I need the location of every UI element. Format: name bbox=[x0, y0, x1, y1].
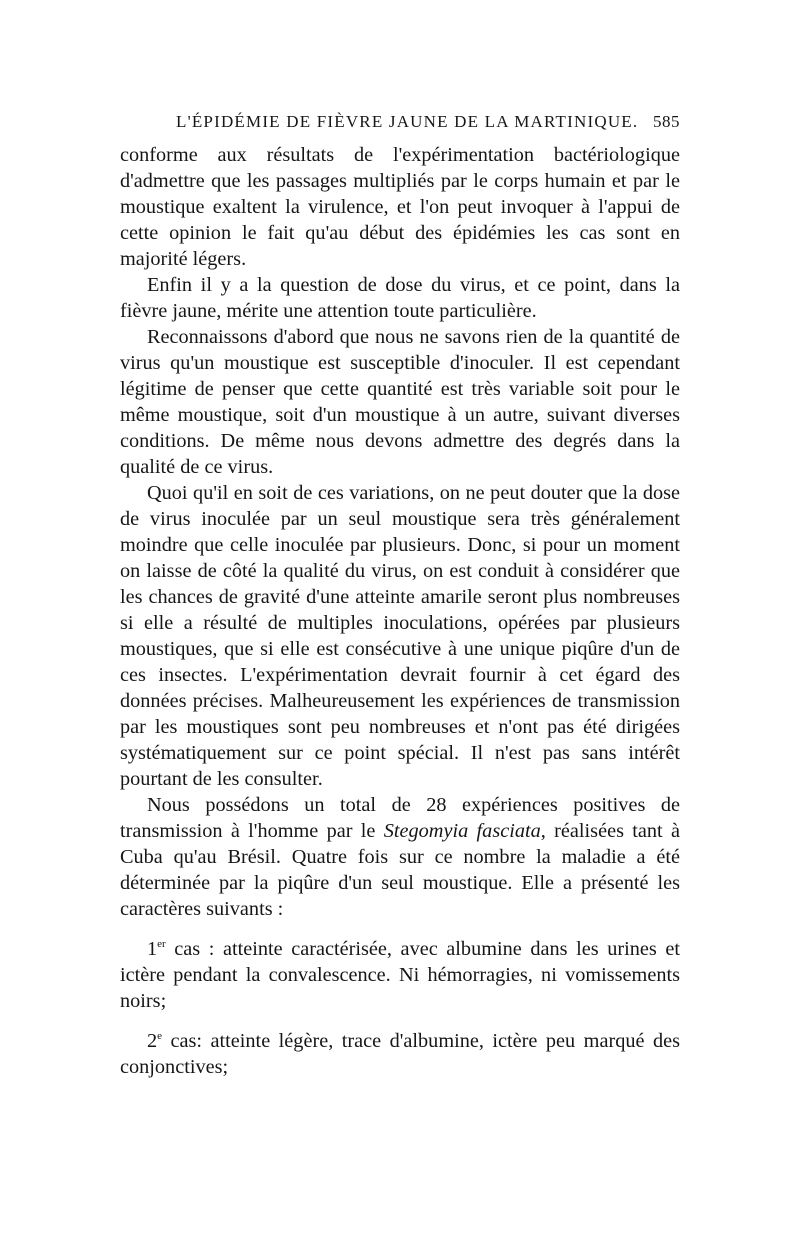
paragraph: Quoi qu'il en soit de ces variations, on ne peut douter que la dose de virus inoculée par un seul moustique sera très généralement moindre que celle inoculée par plusieurs. Donc, si pour un moment on laisse de côté la qualité du virus, on est conduit à considérer que les chances de gravité d'une atteinte amarile seront plus nombreuses si elle a résulté de multiples inoculations, opérées par plusieurs moustiques, que si elle est consécutive à une unique piqûre d'un de ces insectes. L'expérimentation devrait fournir à cet égard des données précises. Malheureusement les expériences de transmission par les moustiques sont peu nombreuses et n'ont pas été dirigées systématiquement sur ce point spécial. Il n'est pas sans intérêt pourtant de les consulter. bbox=[120, 482, 680, 790]
book-page bbox=[120, 112, 680, 1080]
transmission-text-after: , réalisées tant à Cuba qu'au Brésil. Quatre fois sur ce nombre la maladie a été déterminée par la piqûre d'un seul moustique. Elle a présenté les caractères suivants : bbox=[120, 820, 680, 920]
body-text bbox=[120, 142, 680, 1080]
species-name: Stegomyia fasciata bbox=[383, 820, 541, 842]
paragraph: conforme aux résultats de l'expérimentation bactériologique d'admettre que les passages multipliés par le corps humain et par le moustique exaltent la virulence, et l'on peut invoquer à l'appui de cette opinion le fait qu'au début des épidémies les cas sont en majorité légers. bbox=[120, 144, 680, 270]
paragraph: Enfin il y a la question de dose du virus, et ce point, dans la fièvre jaune, mérite une attention toute particulière. bbox=[120, 274, 680, 322]
case-text: cas: atteinte légère, trace d'albumine, ictère peu marqué des conjonctives; bbox=[120, 1030, 680, 1078]
paragraph: Reconnaissons d'abord que nous ne savons rien de la quantité de virus qu'un moustique est susceptible d'inoculer. Il est cependant légitime de penser que cette quantité est très variable soit pour le même moustique, soit d'un moustique à un autre, suivant diverses conditions. De même nous devons admettre des degrés dans la qualité de ce virus. bbox=[120, 326, 680, 478]
case-ordinal: er bbox=[157, 938, 166, 950]
case-ordinal: e bbox=[157, 1030, 163, 1042]
running-title: L'ÉPIDÉMIE DE FIÈVRE JAUNE DE LA MARTINIQUE. bbox=[176, 112, 639, 131]
case-text: cas : atteinte caractérisée, avec albumine dans les urines et ictère pendant la convalescence. Ni hémorragies, ni vomissements noirs; bbox=[120, 938, 680, 1012]
transmission-text-before: Nous possédons un total de 28 expériences positives de transmission à l'homme par le bbox=[120, 794, 680, 842]
case-item-2 bbox=[120, 1028, 680, 1080]
case-number: 1 bbox=[147, 938, 158, 960]
case-number: 2 bbox=[147, 1030, 158, 1052]
case-item-1 bbox=[120, 936, 680, 1014]
running-head bbox=[176, 112, 680, 142]
page-number: 585 bbox=[653, 112, 680, 131]
paragraph-transmission bbox=[120, 792, 680, 922]
